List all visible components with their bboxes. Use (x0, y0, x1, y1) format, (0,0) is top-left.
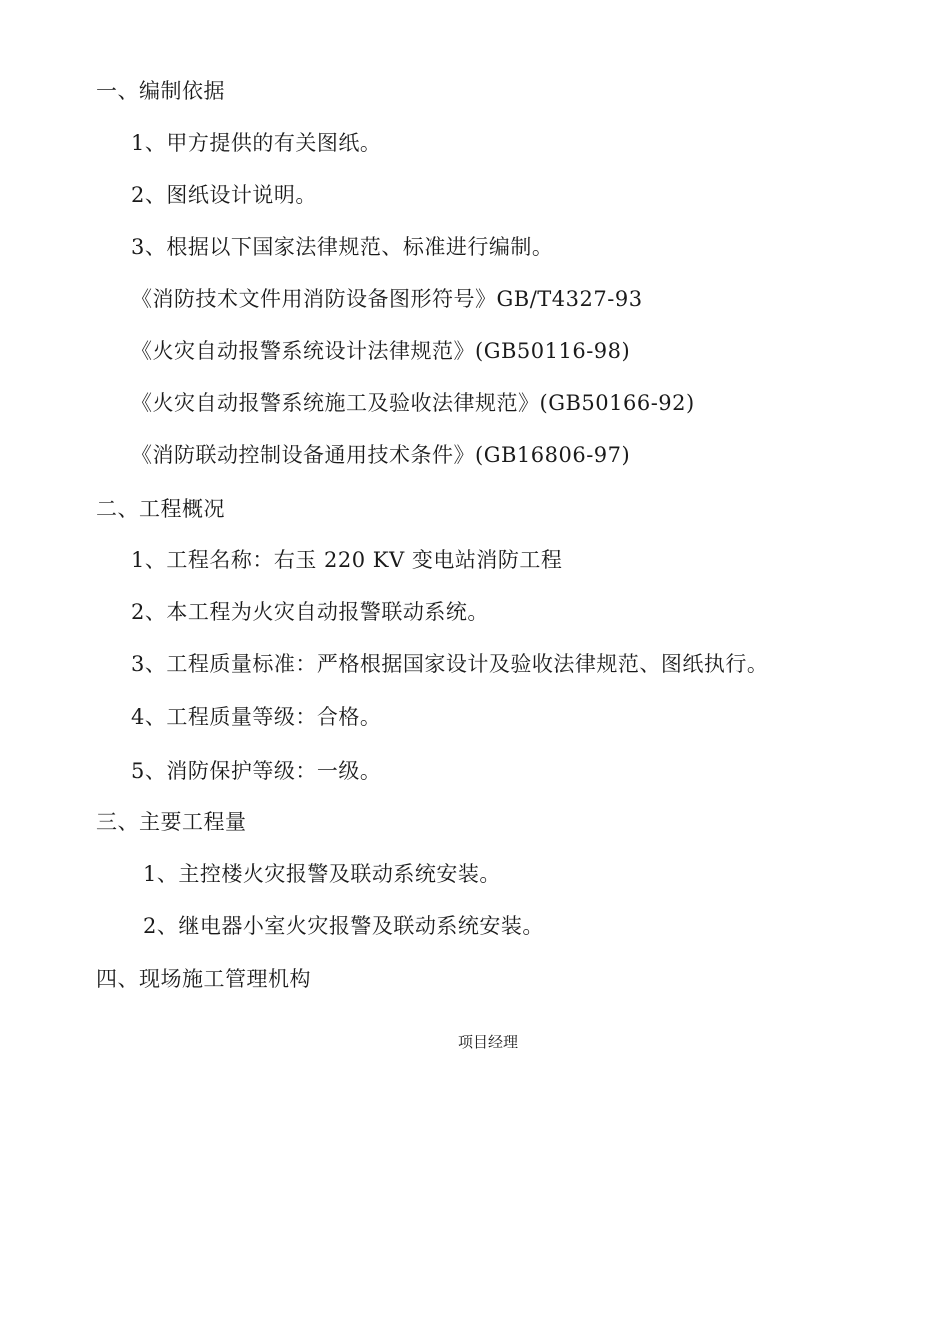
section-heading-overview: 二、工程概况 (96, 497, 225, 521)
standard-ref-2: 《火灾自动报警系统设计法律规范》(GB50116-98) (131, 339, 631, 363)
overview-item-3: 3、工程质量标准：严格根据国家设计及验收法律规范、图纸执行。 (131, 652, 769, 676)
overview-item-2: 2、本工程为火灾自动报警联动系统。 (131, 600, 489, 624)
basis-item-2: 2、图纸设计说明。 (131, 183, 317, 207)
quantities-item-2: 2、继电器小室火灾报警及联动系统安装。 (143, 914, 544, 938)
basis-item-1: 1、甲方提供的有关图纸。 (131, 131, 382, 155)
overview-item-5: 5、消防保护等级：一级。 (131, 759, 382, 783)
section-heading-management: 四、现场施工管理机构 (96, 967, 311, 991)
quantities-item-1: 1、主控楼火灾报警及联动系统安装。 (143, 862, 501, 886)
section-heading-basis: 一、编制依据 (96, 79, 225, 103)
section-heading-quantities: 三、主要工程量 (96, 810, 247, 834)
org-chart-project-manager: 项目经理 (458, 1033, 519, 1051)
standard-ref-3: 《火灾自动报警系统施工及验收法律规范》(GB50166-92) (131, 391, 695, 415)
overview-item-1: 1、工程名称：右玉 220 KV 变电站消防工程 (131, 548, 563, 572)
standard-ref-1: 《消防技术文件用消防设备图形符号》GB/T4327-93 (131, 287, 643, 311)
overview-item-4: 4、工程质量等级：合格。 (131, 705, 382, 729)
basis-item-3: 3、根据以下国家法律规范、标准进行编制。 (131, 235, 554, 259)
standard-ref-4: 《消防联动控制设备通用技术条件》(GB16806-97) (131, 443, 631, 467)
